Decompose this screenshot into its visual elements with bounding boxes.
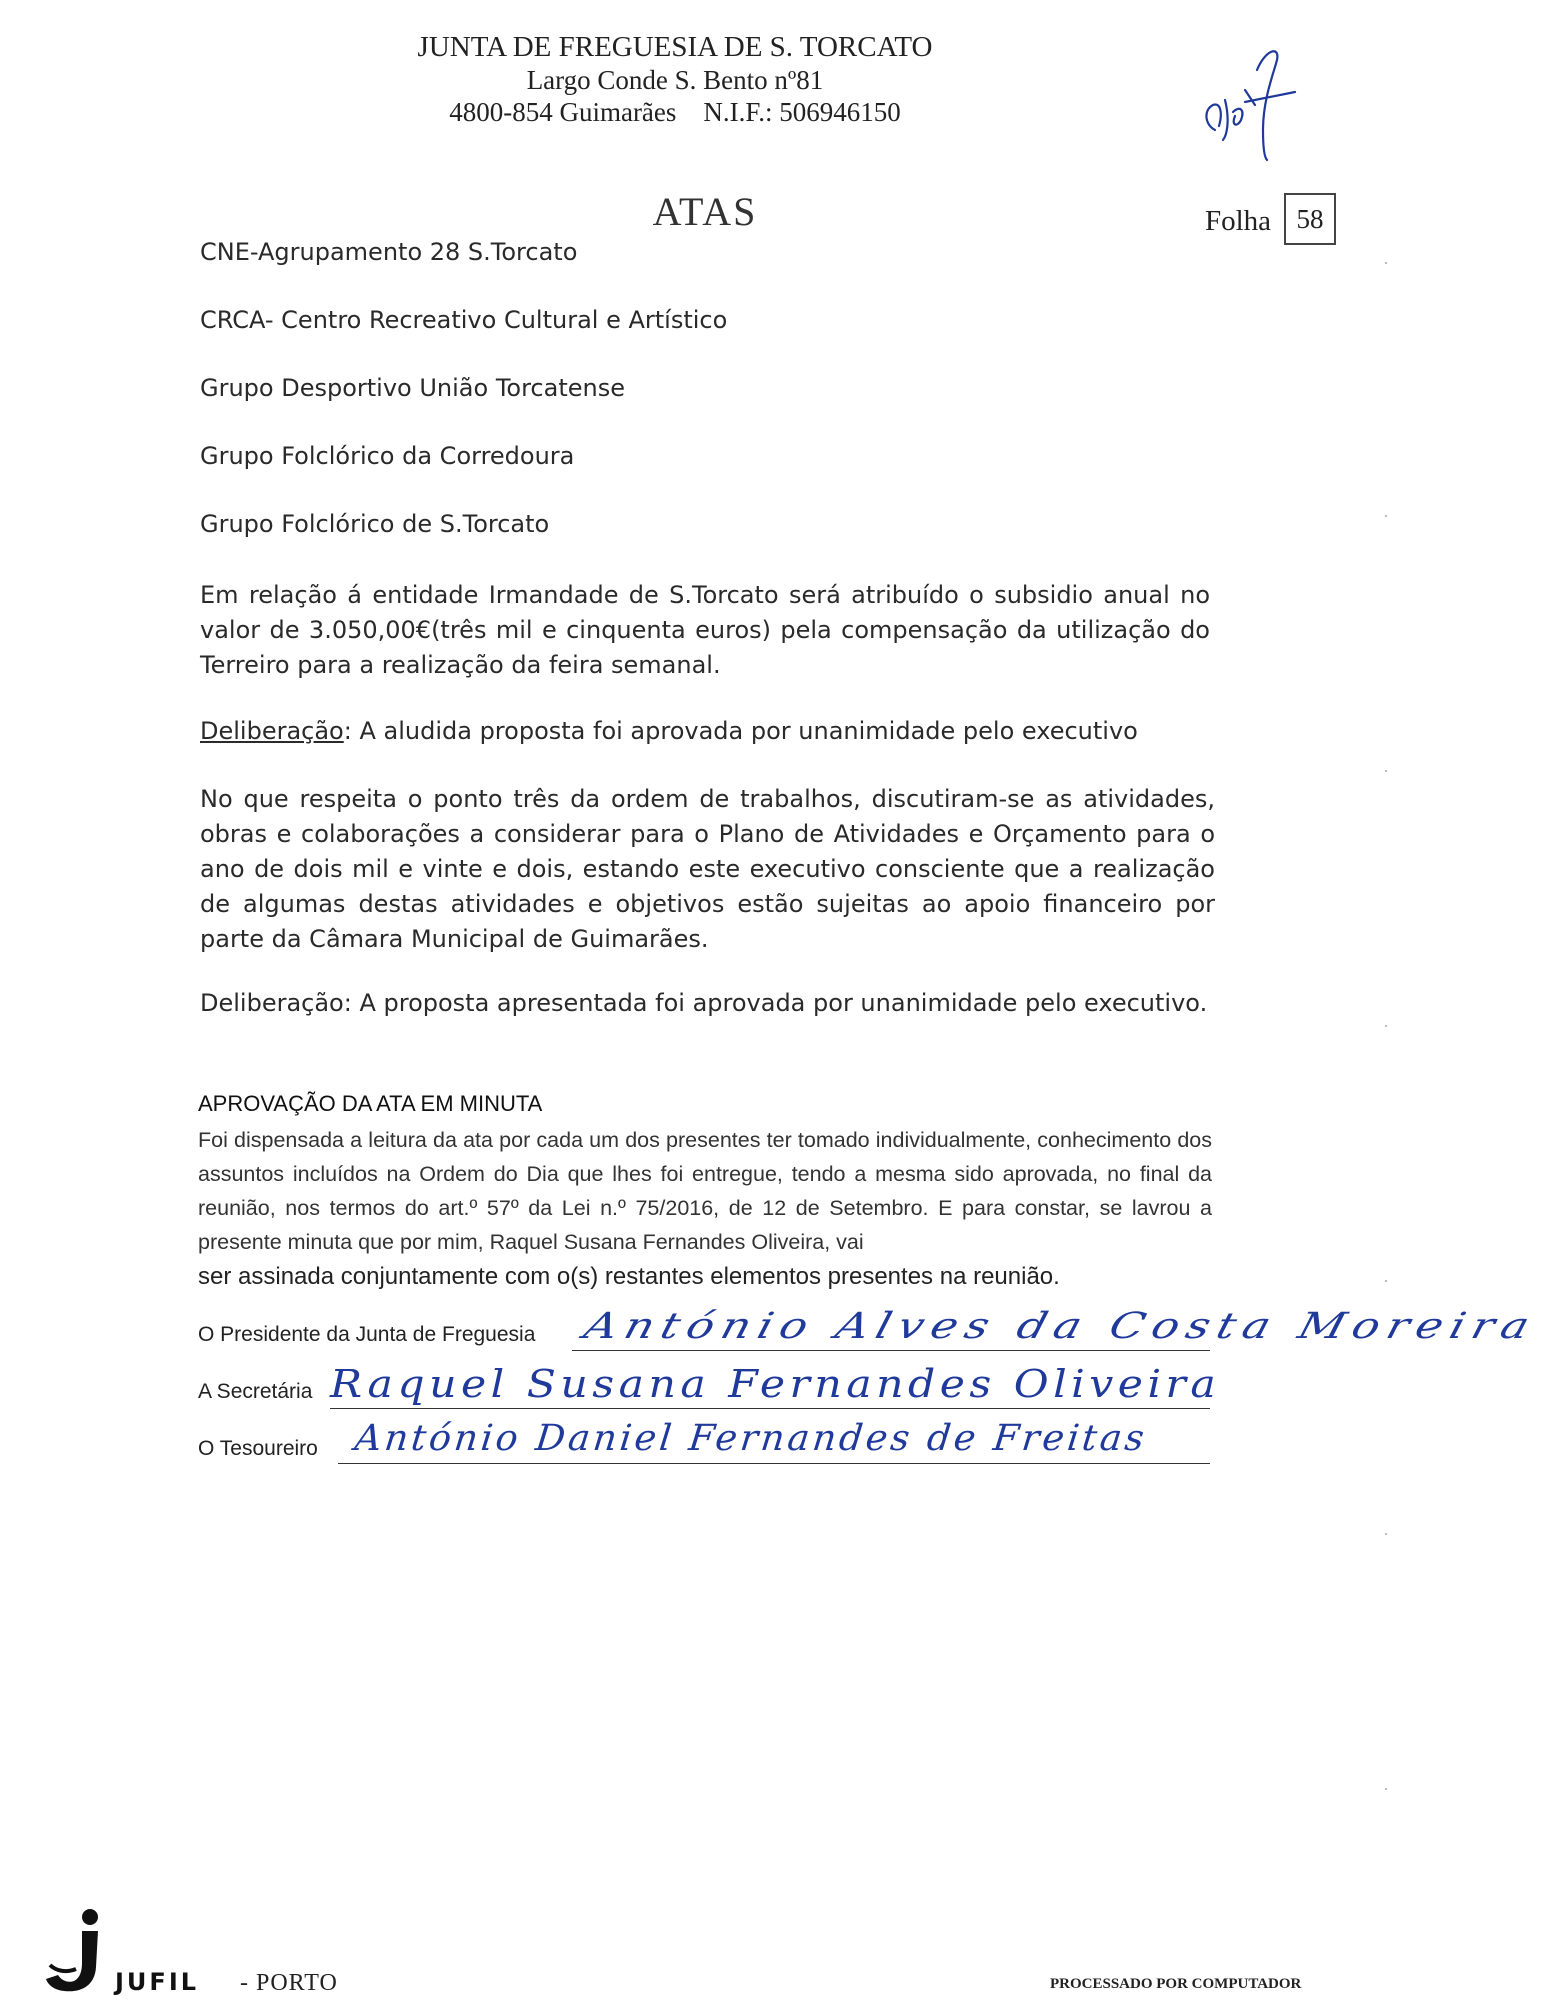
treasurer-label: O Tesoureiro <box>198 1437 318 1460</box>
footer-city: - PORTO <box>240 1970 338 1996</box>
footer-brand: JUFIL <box>115 1968 200 1996</box>
approval-section-title: APROVAÇÃO DA ATA EM MINUTA <box>198 1091 543 1116</box>
approval-section-body: Foi dispensada a leitura da ata por cada um dos presentes ter tomado individualmente, conhecimento dos assuntos incluídos na Ordem do Dia que lhes foi entregue, tendo a mesma sido aprovada, no final da reunião, nos termos do art.º 57º da Lei n.º 75/2016, de 12 de Setembro. E para constar, se lavrou a presente minuta que por mim, Raquel Susana Fernandes Oliveira, vai <box>198 1128 1212 1254</box>
folha-label: Folha <box>1205 205 1272 237</box>
president-signature-line <box>572 1350 1210 1351</box>
jufil-logo-icon <box>42 1905 112 1995</box>
president-signature: António Alves da Costa Moreira <box>579 1306 1541 1347</box>
deliberation-paragraph <box>200 714 1210 749</box>
document-title: ATAS <box>652 189 758 234</box>
folha-number: 58 <box>1284 193 1336 245</box>
entity-item: CNE-Agrupamento 28 S.Torcato <box>200 238 578 266</box>
entity-item: Grupo Folclórico da Corredoura <box>200 442 575 470</box>
margin-mark <box>1385 1533 1387 1535</box>
deliberation-label: Deliberação <box>200 717 344 745</box>
letterhead <box>400 30 950 128</box>
letterhead-address: Largo Conde S. Bento nº81 <box>526 65 824 95</box>
secretary-signature: Raquel Susana Fernandes Oliveira <box>330 1362 1221 1406</box>
footer-processed-note: PROCESSADO POR COMPUTADOR <box>1050 1976 1302 1992</box>
subsidy-paragraph: Em relação á entidade Irmandade de S.Torcato será atribuído o subsidio anual no valor de 3.050,00€(três mil e cinquenta euros) pela compensação da utilização do Terreiro para a realização da feira semanal. <box>200 581 1210 679</box>
margin-mark <box>1385 1280 1387 1282</box>
margin-mark <box>1385 262 1387 264</box>
entity-item: Grupo Folclórico de S.Torcato <box>200 510 550 538</box>
deliberation-paragraph-2: Deliberação: A proposta apresentada foi aprovada por unanimidade pelo executivo. <box>200 989 1208 1017</box>
secretary-signature-line <box>330 1408 1210 1409</box>
approval-section-end: ser assinada conjuntamente com o(s) restantes elementos presentes na reunião. <box>198 1263 1060 1290</box>
entity-item: Grupo Desportivo União Torcatense <box>200 374 625 402</box>
margin-mark <box>1385 770 1387 772</box>
treasurer-signature-line <box>338 1463 1210 1464</box>
treasurer-signature: António Daniel Fernandes de Freitas <box>352 1418 1149 1459</box>
president-label: O Presidente da Junta de Freguesia <box>198 1323 536 1346</box>
point-three-paragraph: No que respeita o ponto três da ordem de trabalhos, discutiram-se as atividades, obras e colaborações a considerar para o Plano de Atividades e Orçamento para o ano de dois mil e vinte e dois, estando este executivo consciente que a realização de algumas destas atividades e objetivos estão sujeitas ao apoio financeiro por parte da Câmara Municipal de Guimarães. <box>200 785 1215 953</box>
margin-mark <box>1385 1788 1387 1790</box>
letterhead-postal-nif: 4800-854 Guimarães N.I.F.: 506946150 <box>449 97 901 127</box>
secretary-label: A Secretária <box>198 1380 313 1403</box>
letterhead-org-name: JUNTA DE FREGUESIA DE S. TORCATO <box>417 31 933 63</box>
handwritten-initials <box>1185 30 1305 165</box>
entity-item: CRCA- Centro Recreativo Cultural e Artístico <box>200 306 728 334</box>
margin-mark <box>1385 1025 1387 1027</box>
deliberation-text: : A aludida proposta foi aprovada por unanimidade pelo executivo <box>343 717 1138 745</box>
margin-mark <box>1385 515 1387 517</box>
